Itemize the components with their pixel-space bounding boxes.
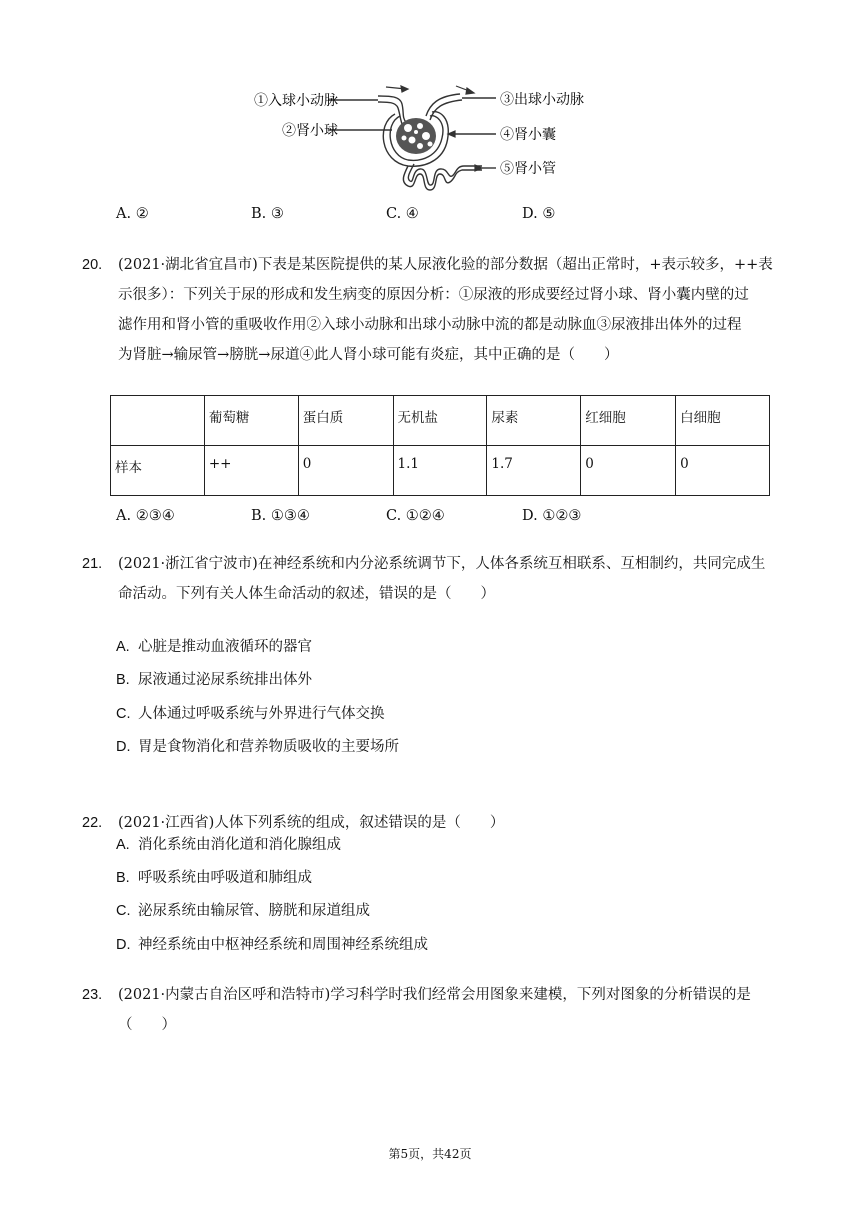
q20-option-c[interactable]: C. ①②④ — [386, 508, 445, 524]
q19-option-a[interactable]: A. ② — [116, 206, 149, 222]
table-cell: 葡萄糖 — [204, 396, 298, 446]
q20-option-a[interactable]: A. ②③④ — [116, 508, 175, 524]
question-line: (2021·浙江省宁波市)在神经系统和内分泌系统调节下，人体各系统互相联系、互相制约，共同完成生 — [118, 556, 766, 572]
q21-option-c[interactable]: C. 人体通过呼吸系统与外界进行气体交换 — [116, 706, 385, 722]
table-cell: 样本 — [111, 446, 205, 496]
q22-option-c[interactable]: C. 泌尿系统由输尿管、膀胱和尿道组成 — [116, 903, 370, 919]
question-20 — [82, 250, 782, 370]
question-line: (2021·湖北省宜昌市)下表是某医院提供的某人尿液化验的部分数据（超出正常时，+表示较多，++表 — [118, 257, 773, 273]
label-glomerulus: ②肾小球 — [282, 123, 338, 139]
table-cell: 0 — [298, 446, 393, 496]
table-cell: 无机盐 — [393, 396, 487, 446]
table-cell: 0 — [676, 446, 770, 496]
question-line: （ ） — [118, 1017, 176, 1033]
q19-option-d[interactable]: D. ⑤ — [522, 206, 556, 222]
question-number: 20. — [82, 257, 103, 273]
table-cell: 1.7 — [487, 446, 581, 496]
table-cell: ++ — [204, 446, 298, 496]
q19-option-c[interactable]: C. ④ — [386, 206, 419, 222]
q21-option-b[interactable]: B. 尿液通过泌尿系统排出体外 — [116, 672, 312, 688]
q20-option-b[interactable]: B. ①③④ — [251, 508, 310, 524]
table-cell: 红细胞 — [581, 396, 676, 446]
q21-option-a[interactable]: A. 心脏是推动血液循环的器官 — [116, 639, 312, 655]
q22-option-d[interactable]: D. 神经系统由中枢神经系统和周围神经系统组成 — [116, 937, 428, 953]
table-cell: 1.1 — [393, 446, 487, 496]
question-line: (2021·内蒙古自治区呼和浩特市)学习科学时我们经常会用图象来建模，下列对图象的分析错误的是 — [118, 987, 751, 1003]
q22-option-a[interactable]: A. 消化系统由消化道和消化腺组成 — [116, 837, 341, 853]
urine-test-table — [110, 395, 770, 496]
q20-options — [116, 508, 736, 530]
label-efferent-arteriole: ③出球小动脉 — [500, 92, 584, 108]
label-bowmans-capsule: ④肾小囊 — [500, 127, 556, 143]
table-cell: 白细胞 — [676, 396, 770, 446]
q22-option-b[interactable]: B. 呼吸系统由呼吸道和肺组成 — [116, 870, 312, 886]
question-number: 22. — [82, 815, 103, 831]
q19-options — [116, 206, 736, 228]
question-line: 示很多）：下列关于尿的形成和发生病变的原因分析：①尿液的形成要经过肾小球、肾小囊内壁的过 — [118, 287, 749, 303]
table-cell — [111, 396, 205, 446]
question-line: (2021·江西省)人体下列系统的组成，叙述错误的是（ ） — [118, 815, 505, 831]
question-line: 为肾脏→输尿管→膀胱→尿道④此人肾小球可能有炎症，其中正确的是（ ） — [118, 347, 619, 363]
table-header-row — [111, 396, 770, 446]
label-renal-tubule: ⑤肾小管 — [500, 161, 556, 177]
nephron-diagram — [250, 78, 630, 198]
q19-option-b[interactable]: B. ③ — [251, 206, 284, 222]
table-row — [111, 446, 770, 496]
table-cell: 蛋白质 — [298, 396, 393, 446]
question-line: 命活动。下列有关人体生命活动的叙述，错误的是（ ） — [118, 586, 495, 602]
q20-option-d[interactable]: D. ①②③ — [522, 508, 582, 524]
label-afferent-arteriole: ①入球小动脉 — [254, 93, 338, 109]
page-footer: 第5页，共42页 — [388, 1147, 472, 1161]
question-23 — [82, 980, 782, 1040]
question-number: 23. — [82, 987, 103, 1003]
table-cell: 0 — [581, 446, 676, 496]
table-cell: 尿素 — [487, 396, 581, 446]
question-number: 21. — [82, 556, 103, 572]
question-line: 滤作用和肾小管的重吸收作用②入球小动脉和出球小动脉中流的都是动脉血③尿液排出体外的过程 — [118, 317, 742, 333]
question-21 — [82, 549, 782, 609]
q21-option-d[interactable]: D. 胃是食物消化和营养物质吸收的主要场所 — [116, 739, 399, 755]
